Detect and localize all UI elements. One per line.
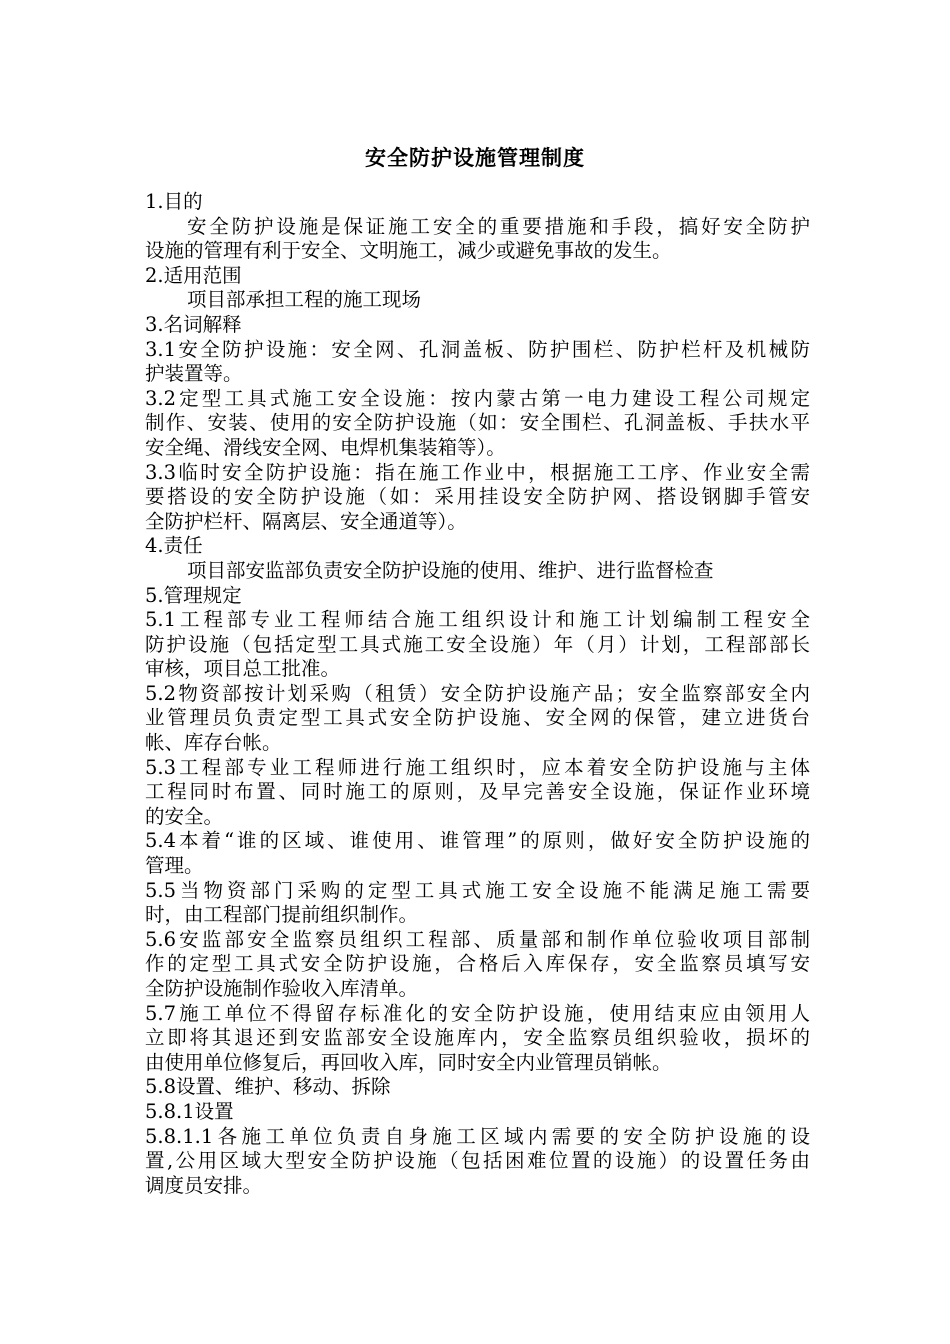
document-line: 审核，项目总工批准。 xyxy=(145,657,341,681)
document-line: 调度员安排。 xyxy=(145,1173,263,1197)
document-line: 护装置等。 xyxy=(145,362,243,386)
document-line: 3.名词解释 xyxy=(145,312,242,336)
document-line: 由使用单位修复后，再回收入库，同时安全内业管理员销帐。 xyxy=(145,1050,672,1074)
document-line: 5.4本着“谁的区域、谁使用、谁管理”的原则，做好安全防护设施的 xyxy=(145,829,810,853)
document-line: 3.1安全防护设施：安全网、孔洞盖板、防护围栏、防护栏杆及机械防 xyxy=(145,337,810,361)
document-line: 全防护设施制作验收入库清单。 xyxy=(145,977,419,1000)
document-line: 5.1工程部专业工程师结合施工组织设计和施工计划编制工程安全 xyxy=(145,608,810,632)
document-line: 帐、库存台帐。 xyxy=(145,731,282,755)
document-line: 设施的管理有利于安全、文明施工，减少或避免事故的发生。 xyxy=(145,239,672,263)
document-line: 作的定型工具式安全防护设施，合格后入库保存，安全监察员填写安 xyxy=(145,952,810,976)
document-body xyxy=(145,190,810,1198)
document-line: 3.3临时安全防护设施：指在施工作业中，根据施工工序、作业安全需 xyxy=(145,460,810,484)
document-line: 2.适用范围 xyxy=(145,263,242,287)
document-line: 安全绳、滑线安全网、电焊机集装箱等）。 xyxy=(145,435,506,459)
document-line: 全防护栏杆、隔离层、安全通道等）。 xyxy=(145,509,467,533)
document-line: 项目部安监部负责安全防护设施的使用、维护、进行监督检查 xyxy=(187,558,714,582)
document-line: 3.2定型工具式施工安全设施：按内蒙古第一电力建设工程公司规定 xyxy=(145,386,810,410)
document-line: 置,公用区域大型安全防护设施（包括困难位置的设施）的设置任务由 xyxy=(145,1149,810,1173)
document-line: 立即将其退还到安监部安全设施库内，安全监察员组织验收，损坏的 xyxy=(145,1026,810,1050)
document-line: 要搭设的安全防护设施（如：采用挂设安全防护网、搭设钢脚手管安 xyxy=(145,485,810,509)
document-line: 业管理员负责定型工具式安全防护设施、安全网的保管，建立进货台 xyxy=(145,706,810,730)
document-line: 时，由工程部门提前组织制作。 xyxy=(145,903,419,927)
document-line: 1.目的 xyxy=(145,190,203,213)
document-line: 5.8.1.1各施工单位负责自身施工区域内需要的安全防护设施的设 xyxy=(145,1124,810,1148)
document-line: 5.5当物资部门采购的定型工具式施工安全设施不能满足施工需要 xyxy=(145,878,810,902)
document-line: 4.责任 xyxy=(145,534,203,558)
document-line: 项目部承担工程的施工现场 xyxy=(187,288,422,312)
document-line: 5.管理规定 xyxy=(145,583,242,607)
document-line: 5.7施工单位不得留存标准化的安全防护设施，使用结束应由领用人 xyxy=(145,1001,810,1025)
document-line: 5.8.1设置 xyxy=(145,1099,234,1123)
document-line: 5.3工程部专业工程师进行施工组织时，应本着安全防护设施与主体 xyxy=(145,755,810,779)
document-line: 防护设施（包括定型工具式施工安全设施）年（月）计划，工程部部长 xyxy=(145,632,810,656)
document-line: 制作、安装、使用的安全防护设施（如：安全围栏、孔洞盖板、手扶水平 xyxy=(145,411,810,435)
document-line: 工程同时布置、同时施工的原则，及早完善安全设施，保证作业环境 xyxy=(145,780,810,804)
document-line: 5.2物资部按计划采购（租赁）安全防护设施产品；安全监察部安全内 xyxy=(145,681,810,705)
document-line: 5.6安监部安全监察员组织工程部、质量部和制作单位验收项目部制 xyxy=(145,927,810,951)
document-line: 安全防护设施是保证施工安全的重要措施和手段，搞好安全防护 xyxy=(187,214,810,238)
document-line: 5.8设置、维护、移动、拆除 xyxy=(145,1075,391,1099)
document-line: 管理。 xyxy=(145,854,204,878)
document-title: 安全防护设施管理制度 xyxy=(365,146,585,170)
document-line: 的安全。 xyxy=(145,804,224,828)
